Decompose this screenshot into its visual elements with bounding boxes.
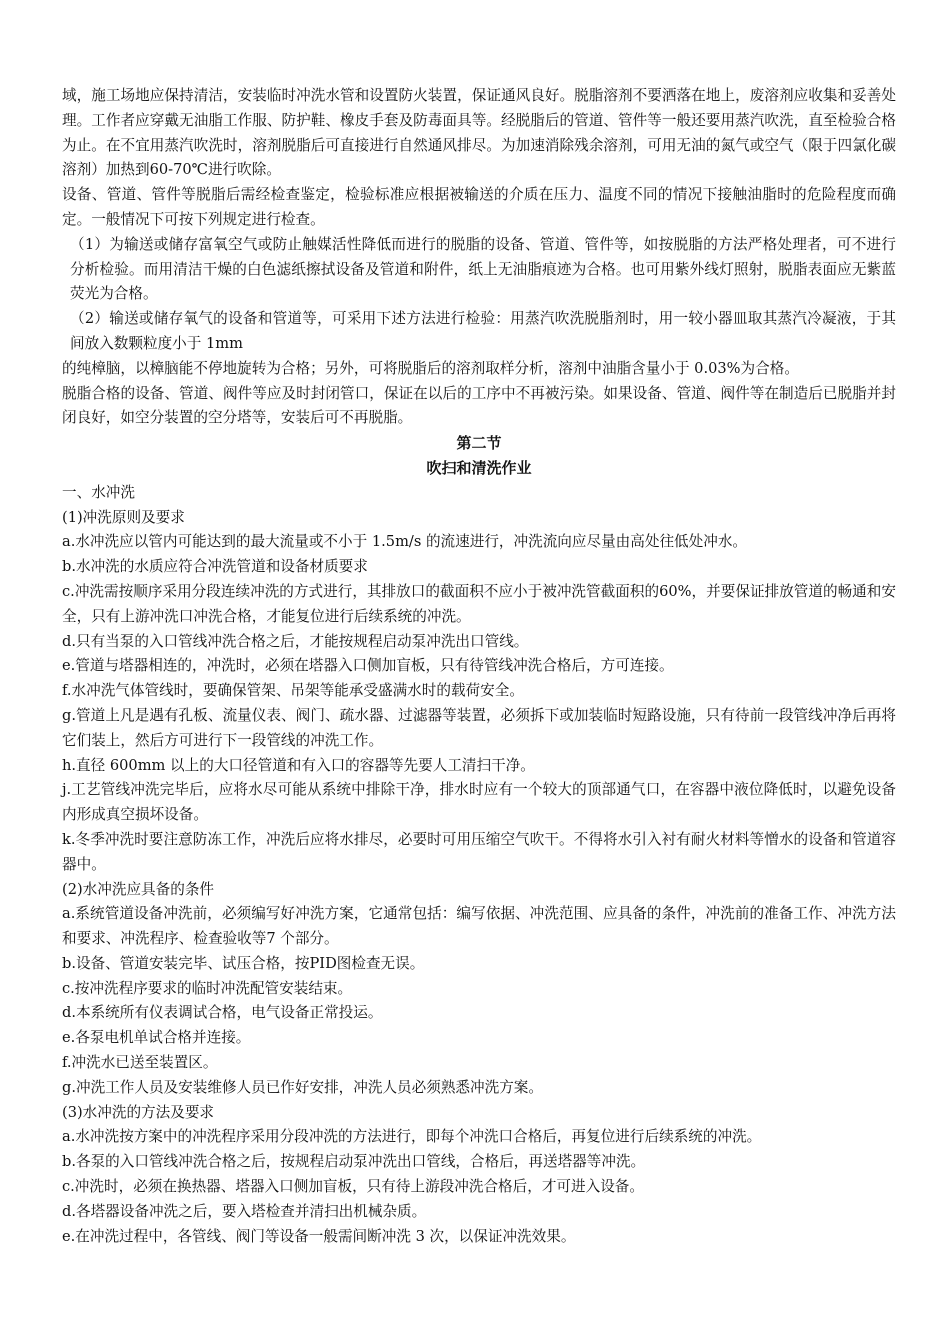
intro-paragraph-1: 域，施工场地应保持清洁，安装临时冲洗水管和设置防火装置，保证通风良好。脱脂溶剂不要洒落在地上，废溶剂应收集和妥善处理。工作者应穿戴无油脂工作服、防护鞋、橡皮手套及防毒面具等。经脱脂后的管道、管件等一般还要用蒸汽吹洗，直至检验合格为止。在不宜用蒸汽吹洗时，溶剂脱脂后可直接进行自然通风排尽。为加速消除残余溶剂，可用无油的氮气或空气（限于四氯化碳溶剂）加热到60-70℃进行吹除。 [62,87,896,179]
section-title: 吹扫和清洗作业 [426,458,532,477]
list-item: e.各泵电机单试合格并连接。 [62,1029,251,1047]
subsection-heading-1: (1)冲洗原则及要求 [62,508,185,526]
list-item: c.冲洗需按顺序采用分段连续冲洗的方式进行，其排放口的截面积不应小于被冲洗管截面积的60%，并要保证排放管道的畅通和安全，只有上游冲洗口冲洗合格，才能复位进行后续系统的冲洗。 [62,582,896,625]
list-item: b.设备、管道安装完毕、试压合格，按PID图检查无误。 [62,954,425,972]
list-item: j.工艺管线冲洗完毕后，应将水尽可能从系统中排除干净，排水时应有一个较大的顶部通气口，在容器中液位降低时，以避免设备内形成真空损坏设备。 [62,781,896,824]
intro-paragraph-5: 的纯樟脑，以樟脑能不停地旋转为合格；另外，可将脱脂后的溶剂取样分析，溶剂中油脂含量小于 0.03%为合格。 [62,359,799,377]
list-item: b.各泵的入口管线冲洗合格之后，按规程启动泵冲洗出口管线，合格后，再送塔器等冲洗。 [62,1153,646,1171]
list-item: k.冬季冲洗时要注意防冻工作，冲洗后应将水排尽，必要时可用压缩空气吹干。不得将水引入衬有耐火材料等憎水的设备和管道容器中。 [62,830,896,873]
list-item: d.只有当泵的入口管线冲洗合格之后，才能按规程启动泵冲洗出口管线。 [62,632,529,650]
list-item: a.系统管道设备冲洗前，必须编写好冲洗方案，它通常包括：编写依据、冲洗范围、应具备的条件，冲洗前的准备工作、冲洗方法和要求、冲洗程序、检查验收等7 个部分。 [62,905,896,948]
list-item: f.冲洗水已送至装置区。 [62,1054,218,1072]
list-item: b.水冲洗的水质应符合冲洗管道和设备材质要求 [62,558,368,576]
document-body [62,84,896,1249]
subsection-heading-3: (3)水冲洗的方法及要求 [62,1103,215,1121]
section-number: 第二节 [456,434,502,453]
intro-paragraph-6: 脱脂合格的设备、管道、阀件等应及时封闭管口，保证在以后的工序中不再被污染。如果设备、管道、阀件等在制造后已脱脂并封闭良好，如空分装置的空分塔等，安装后可不再脱脂。 [62,384,896,427]
list-item: f.水冲洗气体管线时，要确保管架、吊架等能承受盛满水时的载荷安全。 [62,682,524,700]
list-item: d.本系统所有仪表调试合格，电气设备正常投运。 [62,1004,383,1022]
part-heading: 一、水冲洗 [62,483,135,501]
list-item: a.水冲洗按方案中的冲洗程序采用分段冲洗的方法进行，即每个冲洗口合格后，再复位进行后续系统的冲洗。 [62,1128,762,1146]
list-item: c.冲洗时，必须在换热器、塔器入口侧加盲板，只有待上游段冲洗合格后，才可进入设备。 [62,1178,644,1196]
list-item: h.直径 600mm 以上的大口径管道和有入口的容器等先要人工清扫干净。 [62,756,535,774]
subsection-heading-2: (2)水冲洗应具备的条件 [62,880,215,898]
list-item: d.各塔器设备冲洗之后，要入塔检查并清扫出机械杂质。 [62,1202,427,1220]
list-item: g.管道上凡是遇有孔板、流量仪表、阀门、疏水器、过滤器等装置，必须拆下或加装临时短路设施，只有待前一段管线冲净后再将它们装上，然后方可进行下一段管线的冲洗工作。 [62,706,896,749]
list-item: g.冲洗工作人员及安装维修人员已作好安排，冲洗人员必须熟悉冲洗方案。 [62,1078,543,1096]
intro-paragraph-3: （1）为输送或储存富氧空气或防止触媒活性降低而进行的脱脂的设备、管道、管件等，如按脱脂的方法严格处理者，可不进行分析检验。而用清洁干燥的白色滤纸擦拭设备及管道和附件，纸上无油脂痕迹为合格。也可用紫外线灯照射，脱脂表面应无紫蓝荧光为合格。 [70,235,896,303]
list-item: c.按冲洗程序要求的临时冲洗配管安装结束。 [62,979,353,997]
intro-paragraph-2: 设备、管道、管件等脱脂后需经检查鉴定，检验标准应根据被输送的介质在压力、温度不同的情况下接触油脂时的危险程度而确定。一般情况下可按下列规定进行检查。 [62,186,896,228]
list-item: e.在冲洗过程中，各管线、阀门等设备一般需间断冲洗 3 次，以保证冲洗效果。 [62,1227,576,1245]
list-item: a.水冲洗应以管内可能达到的最大流量或不小于 1.5m/s 的流速进行，冲洗流向应尽量由高处往低处冲水。 [62,533,748,551]
intro-paragraph-4: （2）输送或储存氧气的设备和管道等，可采用下述方法进行检验：用蒸汽吹洗脱脂剂时，用一较小器皿取其蒸汽冷凝液，于其间放入数颗粒度小于 1mm [70,310,896,352]
list-item: e.管道与塔器相连的，冲洗时，必须在塔器入口侧加盲板，只有待管线冲洗合格后，方可连接。 [62,657,674,675]
